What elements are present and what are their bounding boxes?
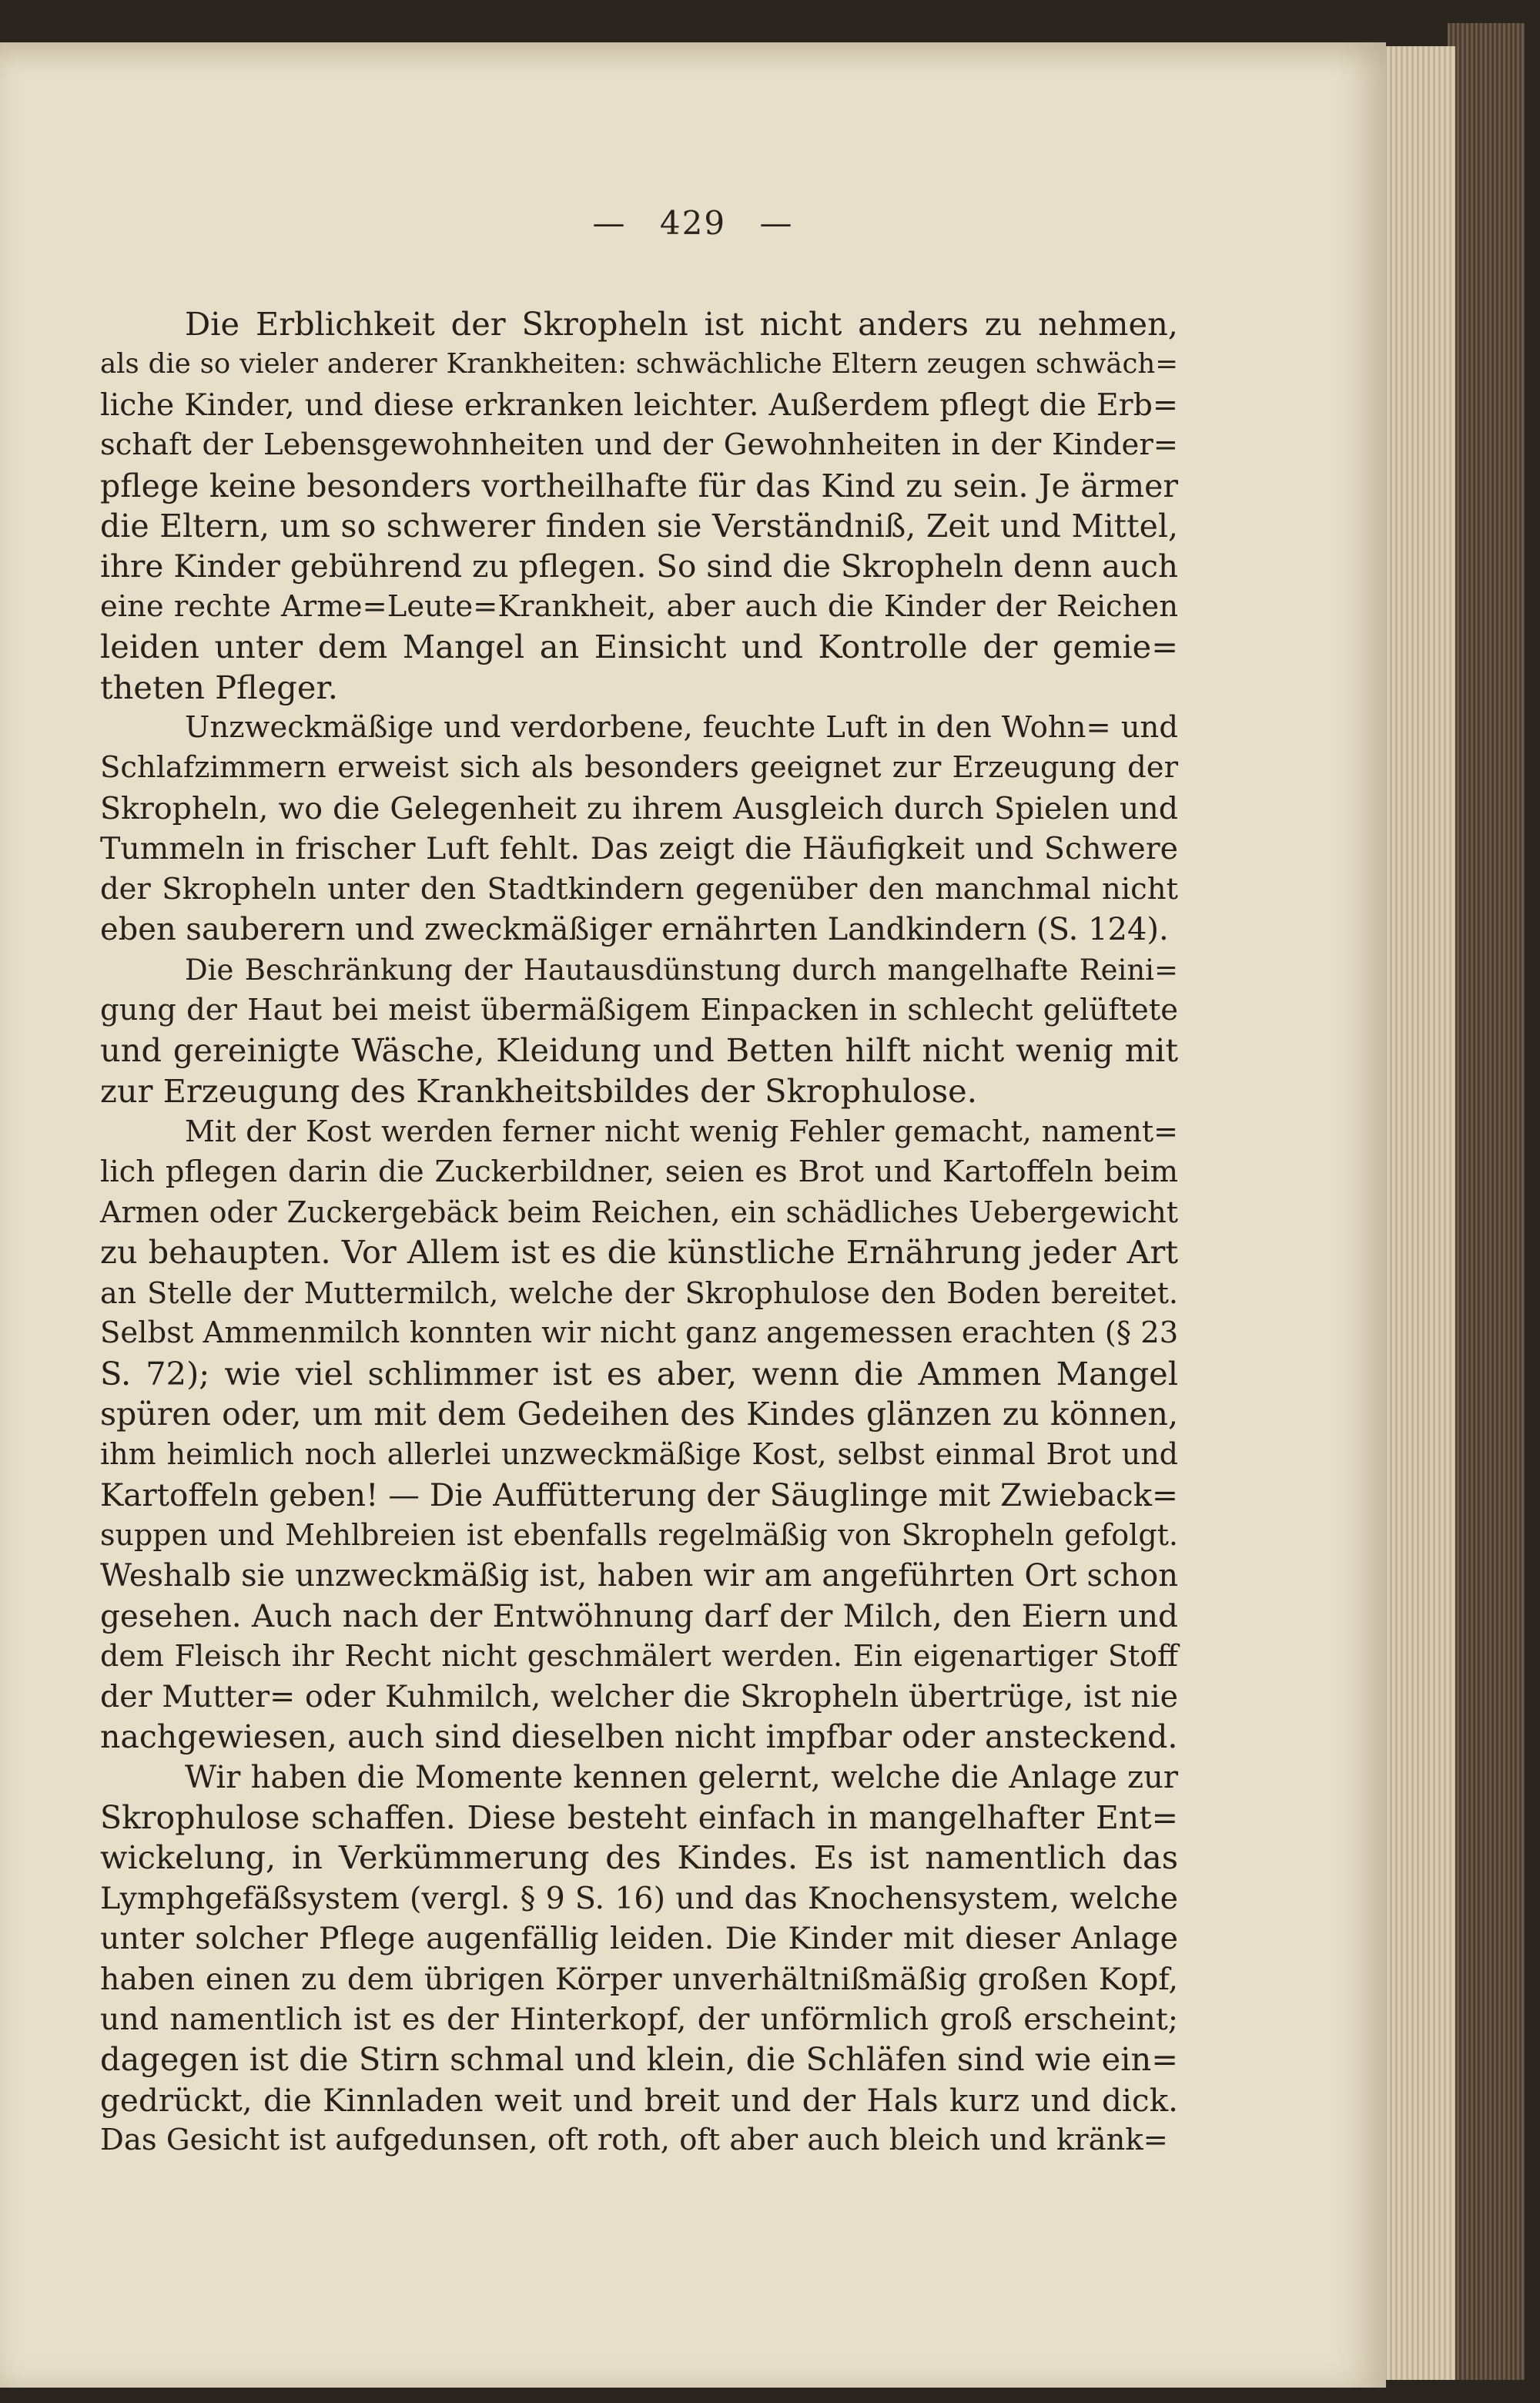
text-body [100, 304, 1178, 2161]
text-line: dem Fleisch ihr Recht nicht geschmälert werden. Ein eigenartiger Stoff [100, 1639, 1178, 1674]
text-line: zur Erzeugung des Krankheitsbildes der Skrophulose. [100, 1071, 977, 1110]
text-line: liche Kinder, und diese erkranken leichter. Außerdem pflegt die Erb= [100, 387, 1178, 423]
text-line: und namentlich ist es der Hinterkopf, der unförmlich groß erscheint; [100, 2002, 1178, 2038]
text-line: Mit der Kost werden ferner nicht wenig Fehler gemacht, nament= [185, 1114, 1178, 1149]
text-line: als die so vieler anderer Krankheiten: schwächliche Eltern zeugen schwäch= [100, 348, 1178, 380]
text-line: lich pflegen darin die Zuckerbildner, seien es Brot und Kartoffeln beim [100, 1154, 1178, 1189]
paragraph [100, 1758, 1178, 2161]
book-spine [1448, 23, 1525, 2380]
text-line: haben einen zu dem übrigen Körper unverhältnißmäßig großen Kopf, [100, 1961, 1178, 1997]
text-line: an Stelle der Muttermilch, welche der Skrophulose den Boden bereitet. [100, 1275, 1178, 1310]
text-line: nachgewiesen, auch sind dieselben nicht impfbar oder ansteckend. [100, 1718, 1178, 1756]
text-line: Weshalb sie unzweckmäßig ist, haben wir am angeführten Ort schon [100, 1557, 1178, 1594]
text-line: Das Gesicht ist aufgedunsen, oft roth, oft aber auch bleich und kränk= [100, 2123, 1168, 2158]
text-line: spüren oder, um mit dem Gedeihen des Kindes glänzen zu können, [100, 1395, 1178, 1433]
paragraph [100, 304, 1178, 708]
page-number: 429 [659, 204, 727, 242]
text-line: S. 72); wie viel schlimmer ist es aber, wenn die Ammen Mangel [100, 1354, 1178, 1393]
text-line: schaft der Lebensgewohnheiten und der Gewohnheiten in der Kinder= [100, 427, 1178, 463]
text-line: Die Erblichkeit der Skropheln ist nicht anders zu nehmen, [185, 305, 1178, 343]
text-line: dagegen ist die Stirn schmal und klein, die Schläfen sind wie ein= [100, 2040, 1178, 2079]
text-line: Skropheln, wo die Gelegenheit zu ihrem Ausgleich durch Spielen und [100, 790, 1178, 826]
text-line: wickelung, in Verkümmerung des Kindes. Es ist namentlich das [100, 1838, 1178, 1877]
text-line: Kartoffeln geben! — Die Auffütterung der Säuglinge mit Zwieback= [100, 1476, 1178, 1513]
text-line: gung der Haut bei meist übermäßigem Einpacken in schlecht gelüftete [100, 992, 1178, 1027]
text-line: Tummeln in frischer Luft fehlt. Das zeigt die Häufigkeit und Schwere [100, 831, 1178, 867]
text-line: die Eltern, um so schwerer finden sie Verständniß, Zeit und Mittel, [100, 508, 1178, 545]
paragraph [100, 950, 1178, 1112]
header-dash-right: — [759, 204, 794, 242]
text-line: Selbst Ammenmilch konnten wir nicht ganz angemessen erachten (§ 23 [100, 1315, 1179, 1351]
text-line: Unzweckmäßige und verdorbene, feuchte Luft in den Wohn= und [185, 710, 1178, 746]
paragraph [100, 1111, 1178, 1758]
text-line: ihm heimlich noch allerlei unzweckmäßige Kost, selbst einmal Brot und [100, 1437, 1178, 1472]
text-line: zu behaupten. Vor Allem ist es die künstliche Ernährung jeder Art [100, 1233, 1178, 1272]
page-header [0, 204, 1386, 242]
text-line: Skrophulose schaffen. Diese besteht einfach in mangelhafter Ent= [100, 1799, 1178, 1837]
text-line: der Skropheln unter den Stadtkindern gegenüber den manchmal nicht [100, 871, 1178, 907]
text-line: eben sauberern und zweckmäßiger ernährten Landkindern (S. 124). [100, 912, 1169, 948]
text-line: pflege keine besonders vortheilhafte für das Kind zu sein. Je ärmer [100, 467, 1178, 504]
text-line: Wir haben die Momente kennen gelernt, welche die Anlage zur [185, 1759, 1178, 1795]
text-line: und gereinigte Wäsche, Kleidung und Betten hilft nicht wenig mit [100, 1031, 1178, 1070]
text-line: Armen oder Zuckergebäck beim Reichen, ein schädliches Uebergewicht [100, 1195, 1178, 1229]
text-line: Lymphgefäßsystem (vergl. § 9 S. 16) und das Knochensystem, welche [100, 1880, 1178, 1916]
paragraph [100, 708, 1178, 950]
text-line: theten Pfleger. [100, 668, 338, 706]
text-line: suppen und Mehlbreien ist ebenfalls regelmäßig von Skropheln gefolgt. [100, 1518, 1178, 1553]
header-dash-left: — [592, 204, 627, 242]
text-line: der Mutter= oder Kuhmilch, welcher die Skropheln übertrüge, ist nie [100, 1678, 1178, 1714]
text-line: Die Beschränkung der Hautausdünstung durch mangelhafte Reini= [185, 953, 1178, 987]
text-line: ihre Kinder gebührend zu pflegen. So sind die Skropheln denn auch [100, 548, 1178, 585]
text-line: gesehen. Auch nach der Entwöhnung darf der Milch, den Eiern und [100, 1597, 1178, 1634]
text-line: unter solcher Pflege augenfällig leiden. Die Kinder mit dieser Anlage [100, 1921, 1178, 1957]
book-page [0, 42, 1386, 2388]
text-line: gedrückt, die Kinnladen weit und breit und der Hals kurz und dick. [100, 2081, 1178, 2119]
text-line: eine rechte Arme=Leute=Krankheit, aber auch die Kinder der Reichen [100, 588, 1178, 624]
text-line: Schlafzimmern erweist sich als besonders geeignet zur Erzeugung der [100, 750, 1178, 786]
text-line: leiden unter dem Mangel an Einsicht und Kontrolle der gemie= [100, 628, 1178, 666]
